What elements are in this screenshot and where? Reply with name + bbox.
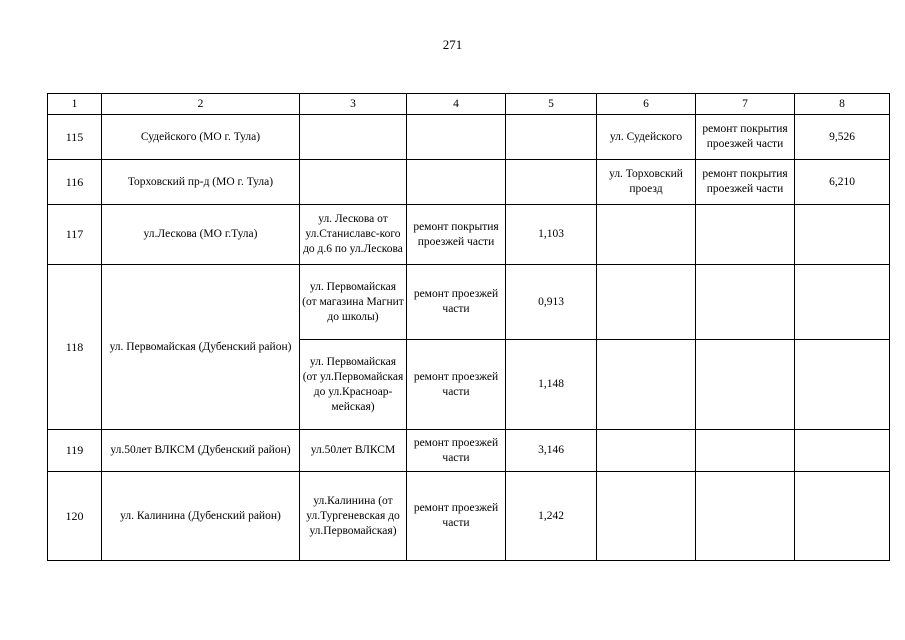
row-number: 116 (48, 160, 102, 205)
road-name: Торховский пр-д (МО г. Тула) (102, 160, 300, 205)
work-type: ремонт покрытия проезжей части (407, 205, 506, 265)
table-row (48, 115, 890, 160)
amount-value (795, 265, 890, 340)
column-header: 6 (597, 94, 696, 115)
length-value: 1,148 (506, 340, 597, 430)
repair-type (696, 340, 795, 430)
length-value: 1,103 (506, 205, 597, 265)
road-section: ул. Лескова от ул.Станиславс-кого до д.6 по ул.Лескова (300, 205, 407, 265)
row-number: 120 (48, 472, 102, 561)
row-number: 119 (48, 430, 102, 472)
table-row (48, 430, 890, 472)
row-number: 115 (48, 115, 102, 160)
length-value: 3,146 (506, 430, 597, 472)
road-section (300, 115, 407, 160)
column-header: 4 (407, 94, 506, 115)
column-header: 7 (696, 94, 795, 115)
road-name: Судейского (МО г. Тула) (102, 115, 300, 160)
road-section (300, 160, 407, 205)
road-name: ул. Первомайская (Дубенский район) (102, 265, 300, 430)
row-number: 117 (48, 205, 102, 265)
amount-value: 6,210 (795, 160, 890, 205)
work-type: ремонт проезжей части (407, 472, 506, 561)
repair-type (696, 265, 795, 340)
street-name: ул. Торховский проезд (597, 160, 696, 205)
column-header: 3 (300, 94, 407, 115)
table-row (48, 472, 890, 561)
repair-type (696, 205, 795, 265)
road-section: ул.50лет ВЛКСМ (300, 430, 407, 472)
work-type: ремонт проезжей части (407, 430, 506, 472)
road-section: ул. Первомайская (от ул.Первомайская до ул.Красноар-мейская) (300, 340, 407, 430)
length-value: 1,242 (506, 472, 597, 561)
road-section: ул.Калинина (от ул.Тургеневская до ул.Первомайская) (300, 472, 407, 561)
column-header: 1 (48, 94, 102, 115)
work-type: ремонт проезжей части (407, 340, 506, 430)
street-name (597, 205, 696, 265)
street-name (597, 472, 696, 561)
amount-value (795, 430, 890, 472)
amount-value: 9,526 (795, 115, 890, 160)
repair-type (696, 472, 795, 561)
road-name: ул.50лет ВЛКСМ (Дубенский район) (102, 430, 300, 472)
header-row (48, 94, 890, 115)
repair-type: ремонт покрытия проезжей части (696, 160, 795, 205)
street-name (597, 430, 696, 472)
page-number: 271 (442, 37, 463, 52)
column-header: 2 (102, 94, 300, 115)
work-type (407, 160, 506, 205)
road-name: ул.Лескова (МО г.Тула) (102, 205, 300, 265)
length-value (506, 115, 597, 160)
street-name: ул. Судейского (597, 115, 696, 160)
length-value (506, 160, 597, 205)
column-header: 8 (795, 94, 890, 115)
row-number: 118 (48, 265, 102, 430)
repair-type: ремонт покрытия проезжей части (696, 115, 795, 160)
road-name: ул. Калинина (Дубенский район) (102, 472, 300, 561)
road-section: ул. Первомайская (от магазина Магнит до школы) (300, 265, 407, 340)
repair-type (696, 430, 795, 472)
work-type (407, 115, 506, 160)
road-repair-table (47, 93, 890, 561)
work-type: ремонт проезжей части (407, 265, 506, 340)
amount-value (795, 205, 890, 265)
street-name (597, 340, 696, 430)
table-row (48, 205, 890, 265)
amount-value (795, 340, 890, 430)
street-name (597, 265, 696, 340)
column-header: 5 (506, 94, 597, 115)
table-row (48, 265, 890, 340)
table-row (48, 160, 890, 205)
length-value: 0,913 (506, 265, 597, 340)
amount-value (795, 472, 890, 561)
